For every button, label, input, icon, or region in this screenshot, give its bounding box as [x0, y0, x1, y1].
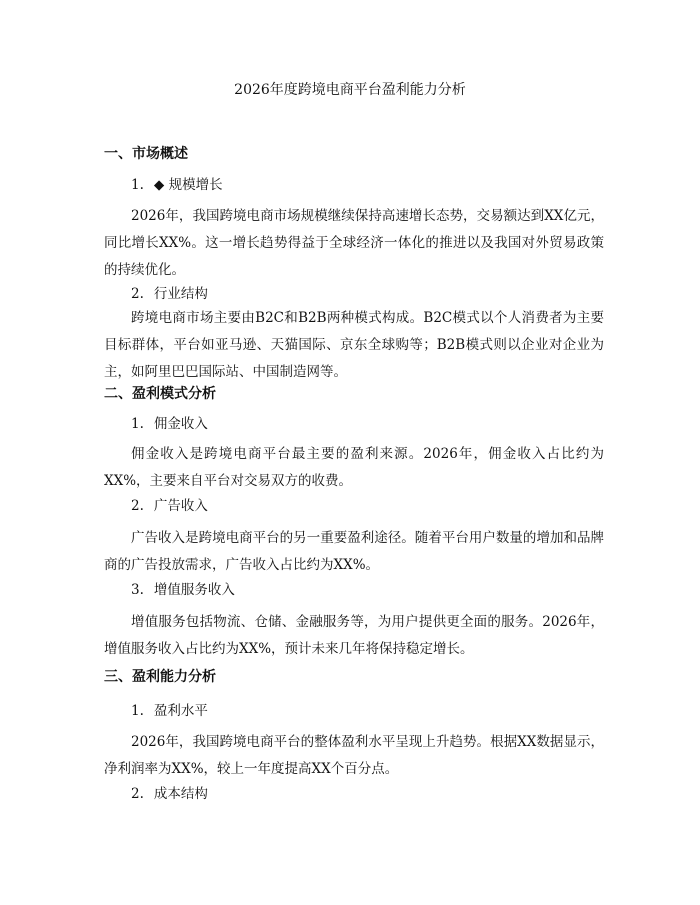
item-label: 佣金收入: [153, 416, 208, 432]
item-label: ◆ 规模增长: [153, 177, 223, 193]
paragraph-value-added-income: 增值服务包括物流、仓储、金融服务等，为用户提供更全面的服务。2026年，增值服务收入占比约为XX%，预计未来几年将保持稳定增长。: [104, 614, 604, 657]
subheading-industry-structure: [131, 285, 208, 303]
subheading-value-added-income: [131, 581, 235, 599]
section-heading-market-overview: 一、市场概述: [104, 146, 188, 162]
section-heading-profitability: 三、盈利能力分析: [104, 669, 216, 685]
item-number: 1.: [131, 703, 144, 719]
document-title: 2026年度跨境电商平台盈利能力分析: [234, 82, 466, 98]
item-label: 成本结构: [153, 786, 208, 802]
item-number: 2.: [131, 498, 144, 514]
subheading-advertising-income: [131, 497, 208, 515]
paragraph-advertising-income: 广告收入是跨境电商平台的另一重要盈利途径。随着平台用户数量的增加和品牌商的广告投放需求，广告收入占比约为XX%。: [104, 530, 604, 573]
item-number: 2.: [131, 286, 144, 302]
item-number: 1.: [131, 416, 144, 432]
item-label: 盈利水平: [153, 703, 208, 719]
item-number: 3.: [131, 582, 144, 598]
subheading-scale-growth: [131, 176, 223, 194]
paragraph-commission-income: 佣金收入是跨境电商平台最主要的盈利来源。2026年，佣金收入占比约为XX%，主要来自平台对交易双方的收费。: [104, 446, 604, 489]
paragraph-industry-structure: 跨境电商市场主要由B2C和B2B两种模式构成。B2C模式以个人消费者为主要目标群体，平台如亚马逊、天猫国际、京东全球购等；B2B模式则以企业对企业为主，如阿里巴巴国际站、中国制造网等。: [104, 310, 604, 380]
item-label: 增值服务收入: [153, 582, 235, 598]
item-number: 1.: [131, 177, 144, 193]
subheading-cost-structure: [131, 785, 208, 803]
subheading-profit-level: [131, 702, 208, 720]
paragraph-profit-level: 2026年，我国跨境电商平台的整体盈利水平呈现上升趋势。根据XX数据显示，净利润率为XX%，较上一年度提高XX个百分点。: [104, 734, 604, 777]
paragraph-scale-growth: 2026年，我国跨境电商市场规模继续保持高速增长态势，交易额达到XX亿元，同比增长XX%。这一增长趋势得益于全球经济一体化的推进以及我国对外贸易政策的持续优化。: [104, 208, 604, 278]
item-number: 2.: [131, 786, 144, 802]
item-label: 广告收入: [153, 498, 208, 514]
section-heading-profit-model: 二、盈利模式分析: [104, 386, 216, 402]
subheading-commission-income: [131, 415, 208, 433]
item-label: 行业结构: [153, 286, 208, 302]
